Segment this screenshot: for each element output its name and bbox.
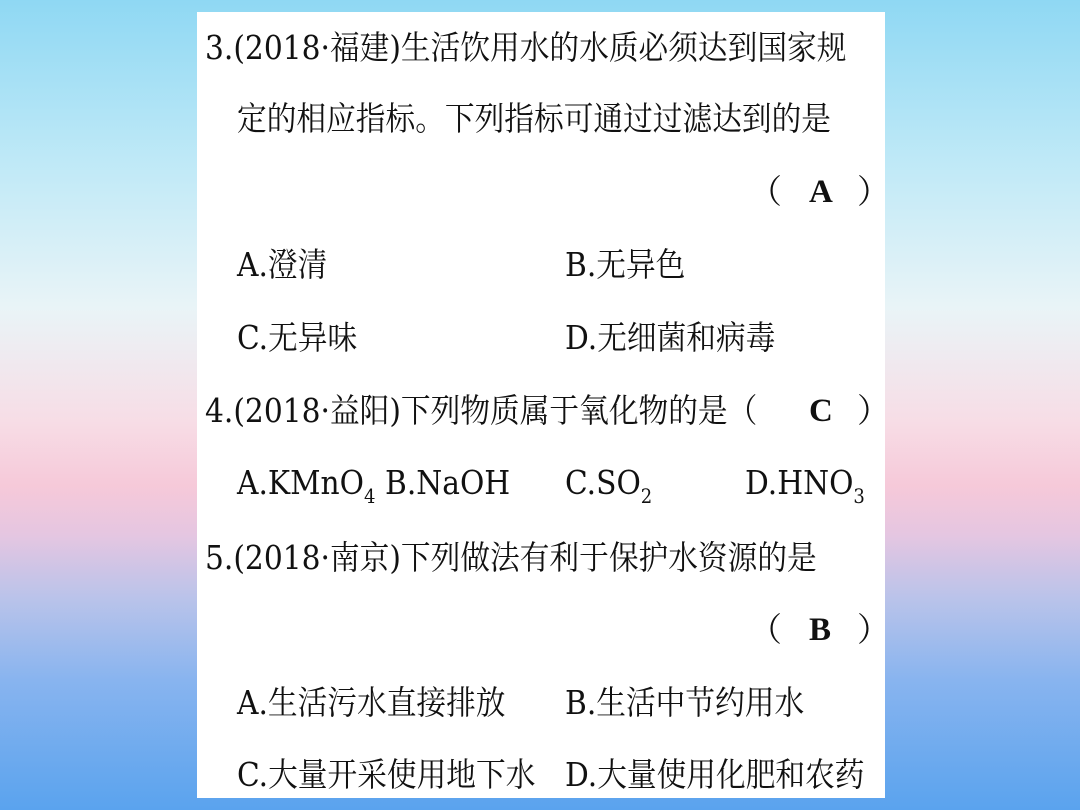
q5-answer: B bbox=[809, 612, 832, 648]
q4-answer-paren-close: ） bbox=[857, 391, 890, 430]
q5-answer-paren-open: （ bbox=[749, 610, 782, 649]
q4-option-a-subscript: 4 bbox=[363, 484, 376, 508]
q4-option-a bbox=[237, 463, 375, 516]
q3-answer-paren-close: ） bbox=[857, 172, 890, 211]
q3-option-a: A.澄清 bbox=[237, 245, 328, 284]
q3-stem-line1: 3.(2018·福建)生活饮用水的水质必须达到国家规 bbox=[205, 28, 847, 67]
q4-option-c-formula: C.SO bbox=[565, 463, 641, 502]
q3-option-b: B.无异色 bbox=[565, 245, 686, 284]
q3-answer-paren-open: （ bbox=[749, 172, 782, 211]
q3-option-c: C.无异味 bbox=[237, 318, 358, 357]
q4-option-a-formula: A.KMnO bbox=[237, 463, 364, 502]
q3-stem-line2: 定的相应指标。下列指标可通过过滤达到的是 bbox=[237, 99, 831, 138]
document-page bbox=[197, 12, 890, 798]
q5-option-c: C.大量开采使用地下水 bbox=[237, 755, 536, 794]
q5-answer-paren-close: ） bbox=[857, 610, 890, 649]
q3-answer: A bbox=[809, 174, 833, 210]
q5-option-a: A.生活污水直接排放 bbox=[237, 683, 506, 722]
q4-option-c bbox=[565, 463, 652, 516]
q3-option-d: D.无细菌和病毒 bbox=[565, 318, 776, 357]
q4-option-b: B.NaOH bbox=[385, 463, 511, 502]
q4-option-d-subscript: 3 bbox=[853, 484, 865, 508]
q4-option-c-subscript: 2 bbox=[640, 484, 653, 508]
q5-option-b: B.生活中节约用水 bbox=[565, 683, 805, 722]
q4-stem-line1: 4.(2018·益阳)下列物质属于氧化物的是（ bbox=[205, 391, 758, 430]
q5-option-d: D.大量使用化肥和农药 bbox=[565, 755, 865, 794]
q4-answer: C bbox=[809, 393, 833, 429]
q5-stem-line1: 5.(2018·南京)下列做法有利于保护水资源的是 bbox=[205, 538, 817, 577]
q4-option-d bbox=[745, 463, 865, 516]
q4-option-d-formula: D.HNO bbox=[745, 463, 854, 502]
